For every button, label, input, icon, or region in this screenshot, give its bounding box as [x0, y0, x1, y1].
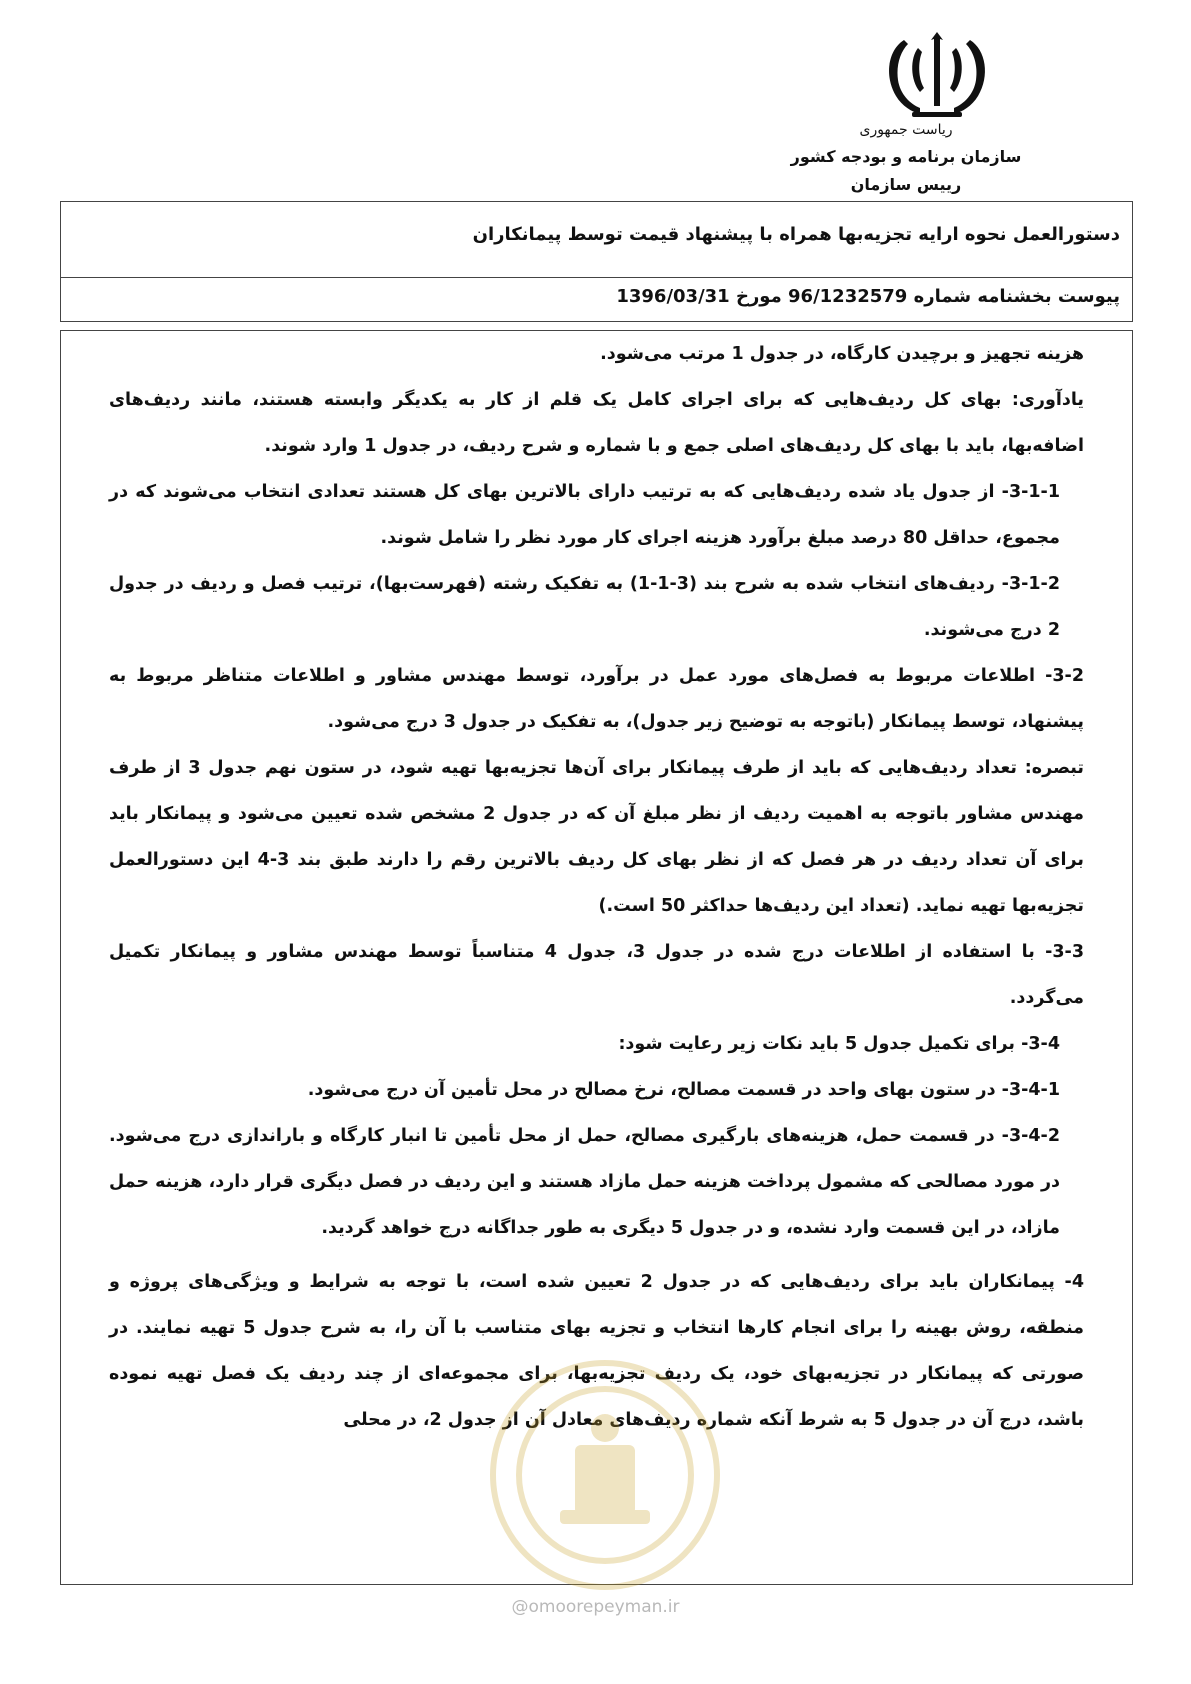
section-3-4-2 — [109, 1113, 1084, 1251]
section-number: 3-3- — [1045, 942, 1084, 962]
section-text: پیمانکاران باید برای ردیف‌هایی که در جدول 2 تعیین شده است، با توجه به شرایط و ویژگی‌های پروژه و منطقه، روش بهینه را برای انجام کارها انتخاب و تجزیه بهای متناسب با آن را، به شرح جدول 5 تهیه نمایند. در صورتی که پیمانکار در تجزیه‌بهای خود، یک ردیف تجزیه‌بها، برای مجموعه‌ای از چند ردیف یک فصل تهیه نموده باشد، درج آن در جدول 5 به شرط آنکه شماره ردیف‌های معادل آن از جدول 2، در محلی — [109, 1272, 1085, 1430]
section-number: 3-2- — [1045, 666, 1084, 686]
content-box — [60, 330, 1133, 1585]
header-organization: سازمان برنامه و بودجه کشور — [790, 147, 1022, 166]
section-3-3 — [109, 929, 1084, 1021]
note-paragraph: تبصره: تعداد ردیف‌هایی که باید از طرف پیمانکار برای آن‌ها تجزیه‌بها تهیه شود، در ستون نهم جدول 3 از طرف مهندس مشاور باتوجه به اهمیت ردیف از نظر مبلغ آن که در جدول 2 مشخص شده تعیین می‌شود و پیمانکار باید برای آن تعداد ردیف در هر فصل که از نظر بهای کل ردیف بالاترین رقم را دارند طبق بند 3-4 این دستورالعمل تجزیه‌بها تهیه نماید. (تعداد این ردیف‌ها حداکثر 50 است.) — [109, 758, 1084, 916]
section-text: اطلاعات مربوط به فصل‌های مورد عمل در برآورد، توسط مهندس مشاور و اطلاعات متناظر مربوط به پیشنهاد، توسط پیمانکار (باتوجه به توضیح زیر جدول)، به تفکیک در جدول 3 درج می‌شود. — [109, 666, 1084, 732]
document-title: دستورالعمل نحوه ارایه تجزیه‌بها همراه با پیشنهاد قیمت توسط پیمانکاران — [472, 224, 1120, 245]
section-3-2 — [109, 653, 1084, 745]
content-body — [109, 331, 1084, 1443]
section-4 — [109, 1259, 1084, 1443]
document-reference: پیوست بخشنامه شماره 96/1232579 مورخ 1396/03/31 — [616, 286, 1120, 307]
section-3-4 — [109, 1021, 1084, 1067]
section-number: 3-4-1- — [1001, 1080, 1060, 1100]
divider — [61, 277, 1132, 278]
header-presidency: ریاست جمهوری — [859, 122, 953, 138]
iran-emblem-icon — [882, 28, 992, 120]
section-text: با استفاده از اطلاعات درج شده در جدول 3، جدول 4 متناسباً توسط مهندس مشاور و پیمانکار تکمیل می‌گردد. — [109, 942, 1084, 1008]
paragraph: یادآوری: بهای کل ردیف‌هایی که برای اجرای کامل یک قلم از کار به یکدیگر وابسته هستند، مانند ردیف‌های اضافه‌بها، باید با بهای کل ردیف‌های اصلی جمع و با شماره و شرح ردیف، در جدول 1 وارد شوند. — [109, 390, 1084, 456]
section-3-4-1 — [109, 1067, 1084, 1113]
section-text: ردیف‌های انتخاب شده به شرح بند (3-1-1) به تفکیک رشته (فهرست‌بها)، ترتیب فصل و ردیف در جدول 2 درج می‌شوند. — [109, 574, 1060, 640]
section-text: در قسمت حمل، هزینه‌های بارگیری مصالح، حمل از محل تأمین تا انبار کارگاه و باراندازی درج می‌شود. در مورد مصالحی که مشمول پرداخت هزینه حمل مازاد هستند و این ردیف در فصل دیگری قرار دارد، هزینه حمل مازاد، در این قسمت وارد نشده، و در جدول 5 دیگری به طور جداگانه درج خواهد گردید. — [109, 1126, 1060, 1238]
section-number: 3-1-2- — [1001, 574, 1060, 594]
section-number: 3-4- — [1021, 1034, 1060, 1054]
footer-website: @omoorepeyman.ir — [511, 1597, 680, 1617]
section-3-1-1 — [109, 469, 1084, 561]
section-number: 4- — [1064, 1272, 1084, 1292]
section-text: برای تکمیل جدول 5 باید نکات زیر رعایت شود: — [618, 1034, 1022, 1054]
header-head: رییس سازمان — [850, 175, 962, 194]
section-number: 3-4-2- — [1001, 1126, 1060, 1146]
section-text: در ستون بهای واحد در قسمت مصالح، نرخ مصالح در محل تأمین آن درج می‌شود. — [307, 1080, 1002, 1100]
title-box — [60, 201, 1133, 322]
section-text: از جدول یاد شده ردیف‌هایی که به ترتیب دارای بالاترین بهای کل هستند تعدادی انتخاب می‌شوند که در مجموع، حداقل 80 درصد مبلغ برآورد هزینه اجرای کار مورد نظر را شامل شوند. — [109, 482, 1060, 548]
section-3-1-2 — [109, 561, 1084, 653]
section-number: 3-1-1- — [1001, 482, 1060, 502]
paragraph: هزینه تجهیز و برچیدن کارگاه، در جدول 1 مرتب می‌شود. — [600, 344, 1084, 364]
